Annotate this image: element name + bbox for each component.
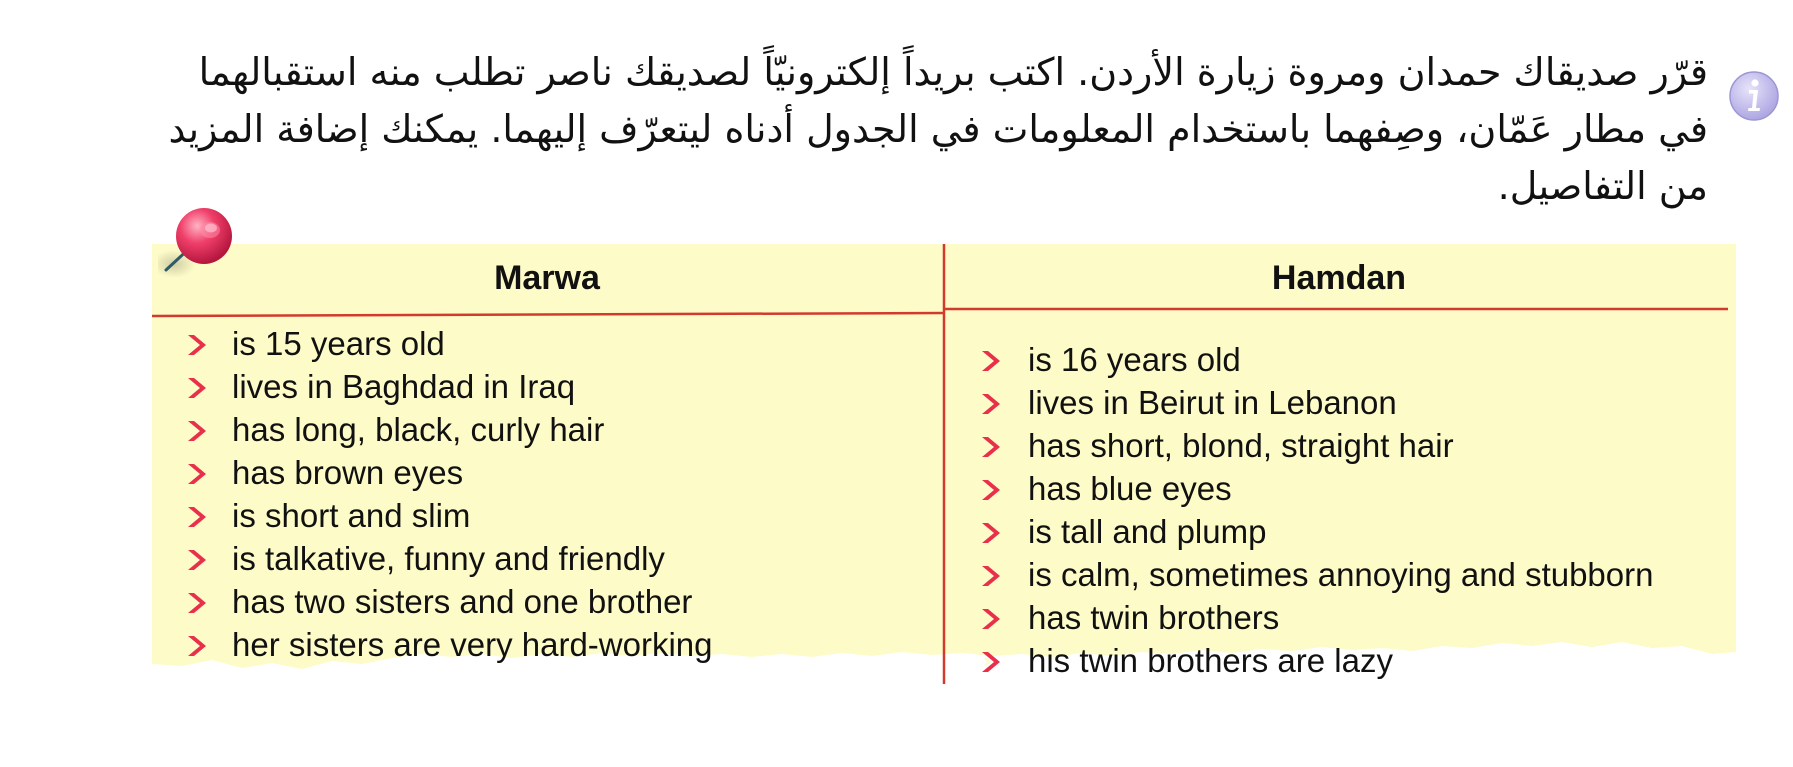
list-item [948, 381, 1738, 424]
list-item [948, 510, 1738, 553]
chevron-right-icon [186, 634, 210, 658]
list-item [152, 537, 942, 580]
chevron-right-icon [980, 607, 1004, 631]
list-item-text: lives in Beirut in Lebanon [1028, 384, 1397, 421]
chevron-right-icon [186, 333, 210, 357]
chevron-right-icon [980, 392, 1004, 416]
list-item [948, 338, 1738, 381]
list-item [948, 639, 1738, 682]
chevron-right-icon [980, 521, 1004, 545]
list-item-text: has two sisters and one brother [232, 583, 693, 620]
list-item [152, 623, 942, 666]
list-item [948, 596, 1738, 639]
pushpin-icon [158, 204, 238, 284]
marwa-list [152, 322, 942, 666]
list-item-text: has long, black, curly hair [232, 411, 605, 448]
list-item-text: is 16 years old [1028, 341, 1241, 378]
list-item-text: is talkative, funny and friendly [232, 540, 665, 577]
chevron-right-icon [980, 349, 1004, 373]
instructions-text: قرّر صديقاك حمدان ومروة زيارة الأردن. اكتب بريداً إلكترونيّاً لصديقك ناصر تطلب منه استقبالهما في مطار عَمّان، وصِفهما باستخدام المعلومات في الجدول أدناه ليتعرّف إليهما. يمكنك إضافة المزيد من التفاصيل. [168, 50, 1708, 208]
chevron-right-icon [980, 650, 1004, 674]
column-header-hamdan: Hamdan [1271, 259, 1407, 297]
chevron-right-icon [186, 376, 210, 400]
list-item-text: is tall and plump [1028, 513, 1267, 550]
list-item [152, 322, 942, 365]
chevron-right-icon [980, 435, 1004, 459]
list-item-text: has short, blond, straight hair [1028, 427, 1454, 464]
list-item [152, 365, 942, 408]
list-item-text: has twin brothers [1028, 599, 1280, 636]
description-table [152, 244, 1736, 724]
chevron-right-icon [980, 564, 1004, 588]
column-header-marwa: Marwa [494, 259, 600, 297]
list-item [948, 553, 1738, 596]
list-item-text: has brown eyes [232, 454, 464, 491]
info-icon[interactable] [1728, 70, 1780, 122]
chevron-right-icon [980, 478, 1004, 502]
list-item [948, 467, 1738, 510]
list-item [152, 580, 942, 623]
list-item-text: is 15 years old [232, 325, 445, 362]
chevron-right-icon [186, 548, 210, 572]
list-item-text: is short and slim [232, 497, 471, 534]
list-item [152, 451, 942, 494]
chevron-right-icon [186, 505, 210, 529]
list-item-text: her sisters are very hard-working [232, 626, 713, 663]
list-item-text: his twin brothers are lazy [1028, 642, 1393, 679]
chevron-right-icon [186, 591, 210, 615]
list-item [948, 424, 1738, 467]
chevron-right-icon [186, 462, 210, 486]
list-item-text: has blue eyes [1028, 470, 1232, 507]
list-item-text: is calm, sometimes annoying and stubborn [1028, 556, 1654, 593]
list-item [152, 494, 942, 537]
list-item-text: lives in Baghdad in Iraq [232, 368, 576, 405]
list-item [152, 408, 942, 451]
hamdan-list [948, 338, 1738, 682]
chevron-right-icon [186, 419, 210, 443]
